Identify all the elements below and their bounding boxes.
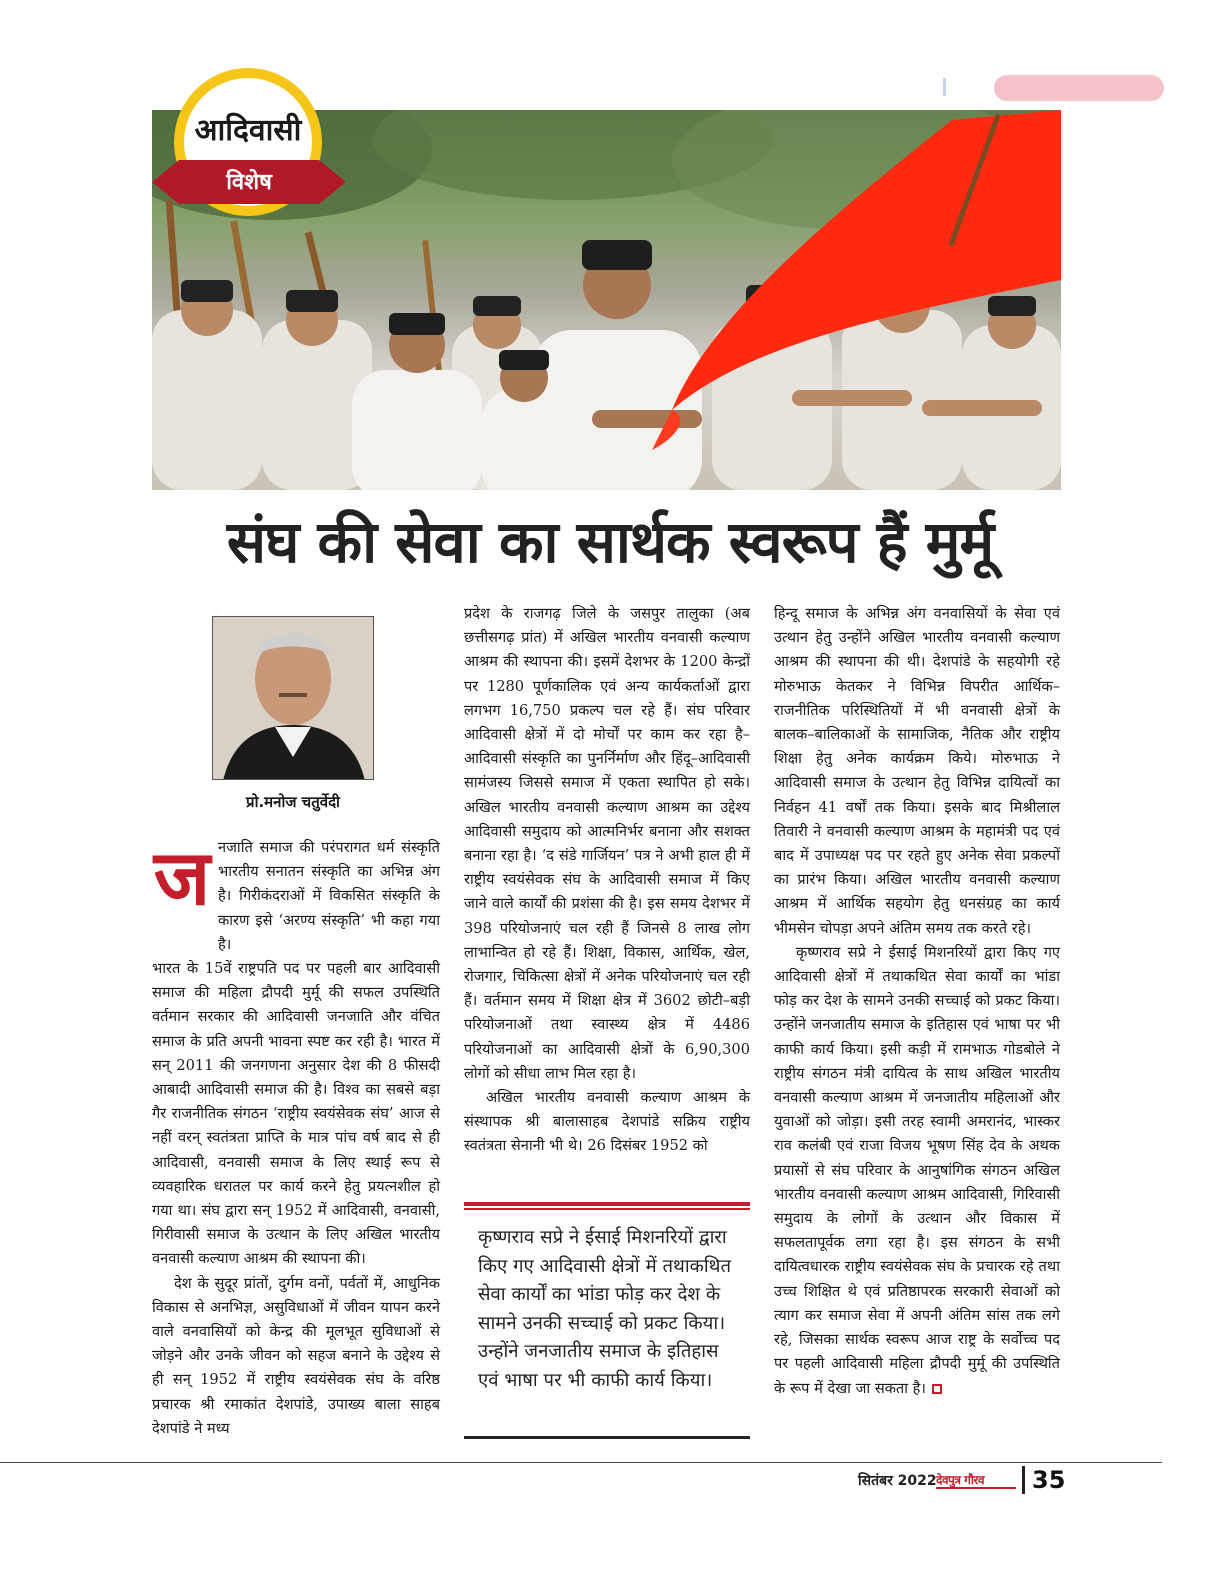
top-section-pill <box>994 75 1164 101</box>
badge-ribbon-text: विशेष <box>226 170 272 195</box>
col1-paragraph-2: देश के सुदूर प्रांतों, दुर्गम वनों, पर्वतों में, आधुनिक विकास से अनभिज्ञ, असुविधाओं में जीवन यापन करने वाले वनवासियों को केन्द्र की मूलभूत सुविधाओं से जोड़ने और उनके जीवन को सहज बनाने के उद्देश्य से ही सन् 1952 में राष्ट्रीय स्वयंसेवक संघ के वरिष्ठ प्रचारक श्री रमाकांत देशपांडे, उपाख्य बाला साहब देशपांडे ने मध्य <box>152 1274 440 1437</box>
page-number: 35 <box>1032 1466 1066 1494</box>
footer-date: सितंबर 2022 <box>858 1473 937 1489</box>
author-name: प्रो.मनोज चतुर्वेदी <box>246 793 340 811</box>
end-mark-icon <box>932 1384 942 1394</box>
column-2 <box>464 602 750 1159</box>
pull-quote-rule-bottom <box>464 1436 750 1439</box>
footer-magazine-logo: देवपुत्र गौरव <box>936 1471 1016 1489</box>
author-portrait-icon <box>213 617 374 780</box>
lead-paragraph: नजाति समाज की परंपरागत धर्म संस्कृति भारतीय सनातन संस्कृति का अभिन्न अंग है। गिरीकंदराओं में विकसित संस्कृति के कारण इसे ‘अरण्य संस्कृति’ भी कहा गया है। <box>218 839 440 953</box>
footer-divider <box>1022 1466 1025 1494</box>
col3-paragraph-2 <box>774 941 1060 1401</box>
pull-quote: कृष्णराव सप्रे ने ईसाई मिशनरियों द्वारा किए गए आदिवासी क्षेत्रों में तथाकथित सेवा कार्यों का भांडा फोड़ कर देश के सामने उनकी सच्चाई को प्रकट किया। उन्होंने जनजातीय समाज के इतिहास एवं भाषा पर भी काफी कार्य किया। <box>478 1227 732 1391</box>
col2-paragraph-1: प्रदेश के राजगढ़ जिले के जसपुर तालुका (अब छत्तीसगढ़ प्रांत) में अखिल भारतीय वनवासी कल्याण आश्रम की स्थापना की। इसमें देशभर के 1200 केन्द्रों पर 1280 पूर्णकालिक एवं अन्य कार्यकर्ताओं द्वारा लगभग 16,750 प्रकल्प चल रहे हैं। संघ परिवार आदिवासी क्षेत्रों में दो मोर्चों पर काम कर रहा है– आदिवासी संस्कृति का पुनर्निर्माण और हिंदू–आदिवासी सामंजस्य जिससे समाज में एकता स्थापित हो सके। अखिल भारतीय वनवासी कल्याण आश्रम का उद्देश्य आदिवासी समुदाय को आत्मनिर्भर बनाना और सशक्त बनाना रहा है। ‘द संडे गार्जियन’ पत्र ने अभी हाल ही में राष्ट्रीय स्वयंसेवक संघ के आदिवासी समाज में किए जाने वाले कार्यों की प्रशंसा की है। इस समय देशभर में 398 परियोजनाएं चल रही हैं जिनसे 8 लाख लोग लाभान्वित हो रहे हैं। शिक्षा, विकास, आर्थिक, खेल, रोजगार, चिकित्सा क्षेत्रों में अनेक परियोजनाएं चल रही हैं। वर्तमान समय में शिक्षा क्षेत्र में 3602 छोटी–बड़ी परियोजनाओं तथा स्वास्थ्य क्षेत्र में 4486 परियोजनाओं का आदिवासी क्षेत्रों के 6,90,300 लोगों को सीधा लाभ मिल रहा है। <box>464 605 750 1082</box>
top-divider-tick <box>943 78 946 96</box>
col3-paragraph-2-text: कृष्णराव सप्रे ने ईसाई मिशनरियों द्वारा किए गए आदिवासी क्षेत्रों में तथाकथित सेवा कार्यों का भांडा फोड़ कर देश के सामने उनकी सच्चाई को प्रकट किया। उन्होंने जनजातीय समाज के इतिहास एवं भाषा पर भी काफी कार्य किया। इसी कड़ी में रामभाऊ गोडबोले ने राष्ट्रीय संगठन मंत्री दायित्व के साथ अखिल भारतीय वनवासी कल्याण आश्रम में जनजातीय महिलाओं और युवाओं को जोड़ा। इसी तरह स्वामी अमरानंद, भास्कर राव कलंबी एवं राजा विजय भूषण सिंह देव के अथक प्रयासों से संघ परिवार के आनुषांगिक संगठन अखिल भारतीय वनवासी कल्याण आश्रम आदिवासी, गिरिवासी समुदाय के लोगों के उत्थान और विकास में सफलतापूर्वक लगा रहा है। इस संगठन के सभी दायित्वधारक राष्ट्रीय स्वयंसेवक संघ के प्रचारक रहे तथा उच्च शिक्षित थे एवं प्रतिष्ठापरक सरकारी सेवाओं को त्याग कर समाज सेवा में अपनी अंतिम सांस तक लगे रहे, जिसका सार्थक स्वरूप आज राष्ट्र के सर्वोच्च पद पर पहली आदिवासी महिला द्रौपदी मुर्मू की उपस्थिति के रूप में देखा जा सकता है। <box>774 943 1060 1397</box>
col1-paragraph-1: भारत के 15वें राष्ट्रपति पद पर पहली बार आदिवासी समाज की महिला द्रौपदी मुर्मू की सफल उपस्थिति वर्तमान सरकार की आदिवासी जनजाति और वंचित समाज के प्रति अपनी भावना स्पष्ट कर रही है। भारत में सन् 2011 की जनगणना अनुसार देश की 8 फीसदी आबादी आदिवासी समाज की है। विश्व का सबसे बड़ा गैर राजनीतिक संगठन ‘राष्ट्रीय स्वयंसेवक संघ’ आज से नहीं वरन् स्वतंत्रता प्राप्ति के मात्र पांच वर्ष बाद से ही आदिवासी, वनवासी समाज के लिए स्थाई रूप से व्यवहारिक धरातल पर कार्य करने हेतु प्रयत्नशील हो गया था। संघ द्वारा सन् 1952 में आदिवासी, वनवासी, गिरीवासी समाज के उत्थान के लिए अखिल भारतीय वनवासी कल्याण आश्रम की स्थापना की। <box>152 960 440 1268</box>
col2-paragraph-2: अखिल भारतीय वनवासी कल्याण आश्रम के संस्थापक श्री बालासाहब देशपांडे सक्रिय राष्ट्रीय स्वतंत्रता सेनानी भी थे। 26 दिसंबर 1952 को <box>464 1089 750 1155</box>
article-headline: संघ की सेवा का सार्थक स्वरूप हैं मुर्मू <box>226 508 994 576</box>
column-1 <box>152 957 440 1441</box>
column-3 <box>774 602 1060 1401</box>
pull-quote-rule-top <box>464 1202 750 1206</box>
badge-word: आदिवासी <box>194 113 302 148</box>
drop-cap: ज <box>153 833 211 922</box>
footer-rule <box>0 1462 1162 1463</box>
col3-paragraph-1: हिन्दू समाज के अभिन्न अंग वनवासियों के सेवा एवं उत्थान हेतु उन्होंने अखिल भारतीय वनवासी कल्याण आश्रम की स्थापना की थी। देशपांडे के सहयोगी रहे मोरुभाऊ केतकर ने विभिन्न विपरीत आर्थिक–राजनीतिक परिस्थितियों में भी वनवासी क्षेत्रों के बालक–बालिकाओं के सामाजिक, नैतिक और राष्ट्रीय शिक्षा हेतु अनेक कार्यक्रम किये। मोरुभाऊ ने आदिवासी समाज के उत्थान हेतु विभिन्न दायित्वों का निर्वहन 41 वर्षों तक किया। इसके बाद मिश्रीलाल तिवारी ने वनवासी कल्याण आश्रम के महामंत्री पद एवं बाद में उपाध्यक्ष पद पर रहते हुए अनेक सेवा प्रकल्पों का प्रारंभ किया। अखिल भारतीय वनवासी कल्याण आश्रम में आर्थिक सहयोग हेतु धनसंग्रह का कार्य भीमसेन चोपड़ा अपने अंतिम समय तक करते रहे। <box>774 605 1060 937</box>
author-photo <box>212 616 374 780</box>
pull-quote-rule-top-thin <box>464 1208 750 1210</box>
